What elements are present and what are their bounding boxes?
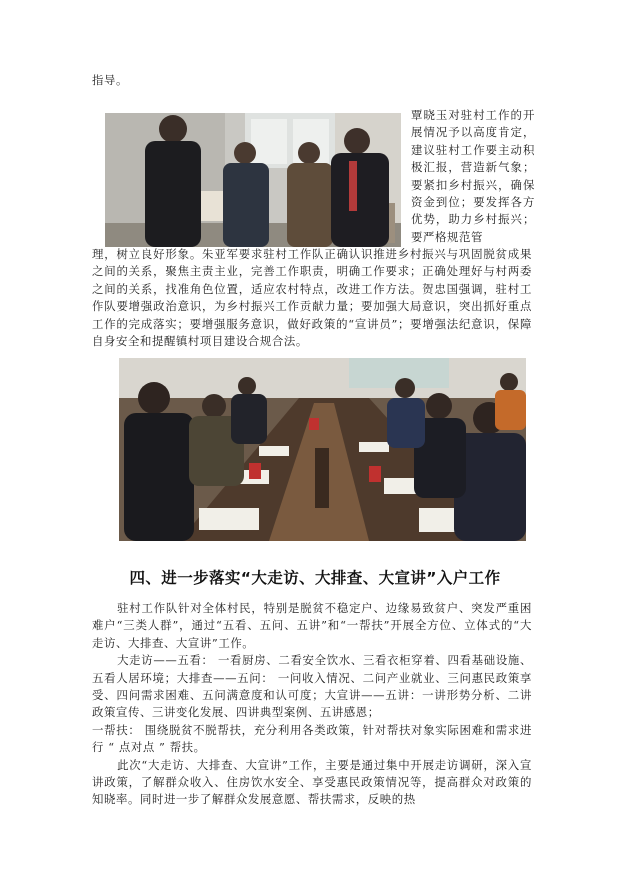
- body-paragraph-1: 驻村工作队针对全体村民，特别是脱贫不稳定户、边缘易致贫户、突发严重困难户“三类人群”，通过“五看、五问、五讲”和“一帮扶”开展全方位、立体式的“大走访、大排查、大宣讲”工作。: [92, 601, 532, 650]
- body-paragraph-3: 一帮扶： 围绕脱贫不脱帮扶，充分利用各类政策，针对帮扶对象实际困难和需求进行 “ 点对点 ” 帮扶。: [92, 722, 532, 755]
- body-paragraph-2: 大走访——五看： 一看厨房、二看安全饮水、三看衣柜穿着、四看基础设施、 五看人居环境；大排查——五问： 一问收入情况、二问产业就业、三问惠民政策享受、四问需求困难、五问满意度和认可度；大宣讲——五讲：一讲形势分析、二讲政策宣传、三讲变化发展、四讲典型案例、五讲感恩；: [92, 653, 532, 720]
- body-paragraph-4: 此次“大走访、大排查、大宣讲”工作，主要是通过集中开展走访调研，深入宣讲政策，了解群众收入、住房饮水安全、享受惠民政策情况等，提高群众对政策的知晓率。同时进一步了解群众发展意愿、帮扶需求，反映的热: [92, 757, 532, 807]
- meeting-table-photo: [119, 358, 526, 541]
- section-body: [92, 600, 532, 809]
- previous-paragraph-tail: 指导。: [92, 73, 128, 87]
- wrapped-paragraph-beside-photo: 覃晓玉对驻村工作的开展情况予以高度肯定，建议驻村工作要主动积极汇报，营造新气象；要紧扣乡村振兴，确保资金到位；要发挥各方优势，助力乡村振兴；要严格规范管: [411, 108, 535, 244]
- section-heading: 四、进一步落实“大走访、大排查、大宣讲”入户工作: [129, 569, 501, 587]
- hallway-visit-photo: [105, 113, 401, 247]
- paragraph-continuation: 理，树立良好形象。朱亚军要求驻村工作队正确认识推进乡村振兴与巩固脱贫成果之间的关系，聚焦主责主业，完善工作职责，明确工作要求；正确处理好与村两委之间的关系，找准角色位置，适应农村特点，改进工作方法。贺忠国强调，驻村工作队要增强政治意识，为乡村振兴工作贡献力量；要加强大局意识，突出抓好重点工作的完成落实；要增强服务意识，做好政策的“宣讲员”；要增强法纪意识，保障自身安全和提醒镇村项目建设合规合法。: [92, 247, 532, 349]
